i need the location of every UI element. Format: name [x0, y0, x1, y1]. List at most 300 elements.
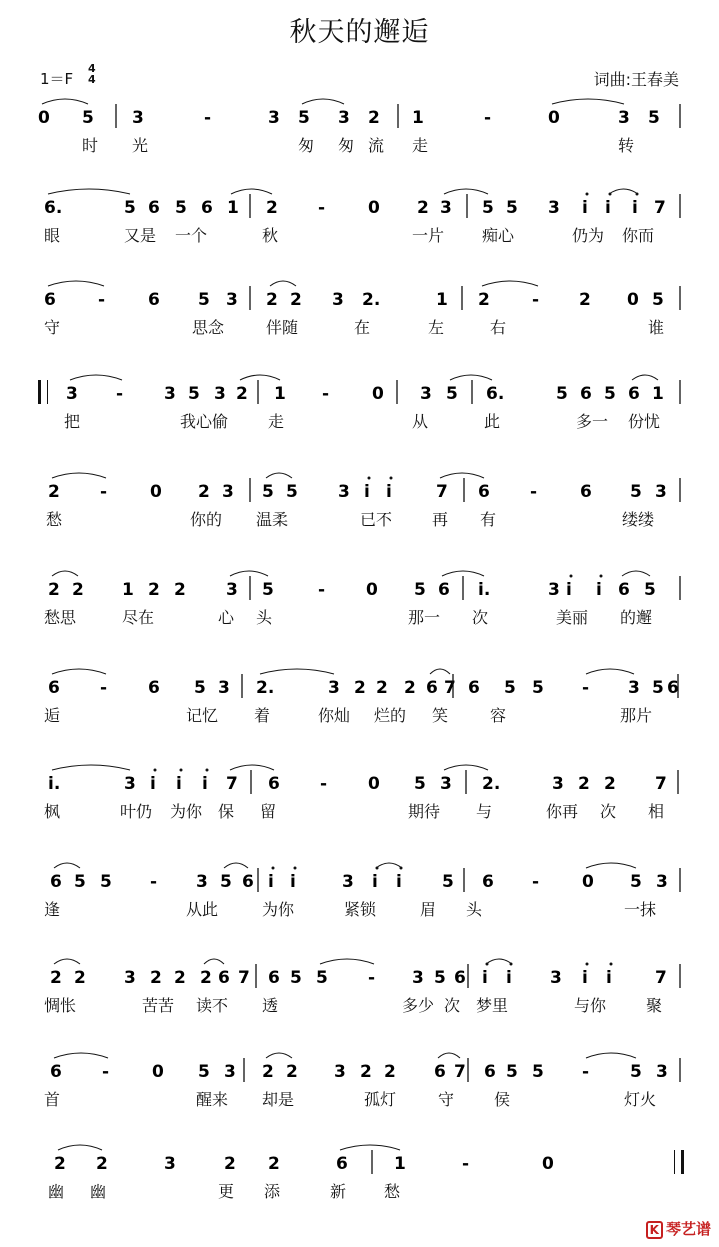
note: 7	[238, 968, 250, 988]
lyric-word: 从此	[186, 900, 219, 919]
score-row	[0, 570, 719, 660]
lyric-word: 你再	[546, 802, 579, 821]
note: 2	[266, 198, 278, 218]
tie-arc	[240, 375, 280, 380]
note: 6	[218, 968, 230, 988]
score-row	[0, 98, 719, 188]
note: 0	[368, 774, 380, 794]
note: -	[368, 968, 376, 988]
lyric-word: 读不	[196, 996, 229, 1015]
note: -	[462, 1154, 470, 1174]
note: 3	[196, 872, 208, 892]
lyric-word: 愁	[384, 1182, 401, 1201]
note: 6	[48, 678, 60, 698]
note: 5	[532, 1062, 544, 1082]
tie-arc	[438, 1053, 460, 1058]
lyric-word: 那片	[620, 706, 653, 725]
note: 3	[164, 1154, 176, 1174]
score-row	[0, 472, 719, 562]
note: 5	[298, 108, 310, 128]
lyric-word: 眼	[44, 226, 61, 245]
note: 3	[66, 384, 78, 404]
tie-arc	[266, 473, 292, 478]
tie-arc	[260, 669, 334, 674]
lyric-word: 为你	[170, 802, 203, 821]
note: 2	[368, 108, 380, 128]
note: 6	[148, 198, 160, 218]
note: 5	[220, 872, 232, 892]
note: 3	[440, 198, 452, 218]
note: 0	[542, 1154, 554, 1174]
lyric-word: 一个	[175, 226, 208, 245]
note: 3	[124, 968, 136, 988]
tie-arc	[442, 571, 484, 576]
lyric-word: 愁	[46, 510, 63, 529]
octave-dot	[294, 867, 297, 870]
note: i	[605, 198, 611, 218]
lyric-word: 匆	[338, 136, 355, 155]
lyric-word: 透	[262, 996, 279, 1015]
note: 5	[262, 482, 274, 502]
note: 2	[50, 968, 62, 988]
note: 3	[226, 580, 238, 600]
note: 2	[174, 968, 186, 988]
note: i	[582, 968, 588, 988]
note: -	[150, 872, 158, 892]
note: 6	[454, 968, 466, 988]
note: 3	[226, 290, 238, 310]
lyric-word: 着	[254, 706, 271, 725]
lyric-word: 与你	[574, 996, 607, 1015]
note: i	[596, 580, 602, 600]
note: i	[150, 774, 156, 794]
note: 5	[506, 1062, 518, 1082]
lyrics-line	[0, 1179, 719, 1205]
note: 6	[438, 580, 450, 600]
note: -	[98, 290, 106, 310]
lyrics-line	[0, 1087, 719, 1113]
note: i	[566, 580, 572, 600]
note: 5	[188, 384, 200, 404]
note: 1	[274, 384, 286, 404]
lyric-word: 逢	[44, 900, 61, 919]
lyric-word: 痴心	[482, 226, 515, 245]
score-row	[0, 280, 719, 370]
watermark-text: 琴艺谱	[665, 1220, 711, 1238]
lyric-word: 幽	[48, 1182, 65, 1201]
note: 5	[532, 678, 544, 698]
note: 5	[442, 872, 454, 892]
note: 6	[201, 198, 213, 218]
lyric-word: 孤灯	[364, 1090, 397, 1109]
note: 3	[655, 482, 667, 502]
note: 1	[394, 1154, 406, 1174]
note: 1	[652, 384, 664, 404]
octave-dot	[180, 769, 183, 772]
note: 5	[648, 108, 660, 128]
note: 5	[100, 872, 112, 892]
note: 7	[436, 482, 448, 502]
lyric-word: 心	[218, 608, 235, 627]
note: 2	[404, 678, 416, 698]
note: 3	[420, 384, 432, 404]
note: -	[484, 108, 492, 128]
octave-dot	[600, 575, 603, 578]
note: 5	[316, 968, 328, 988]
note: 6	[50, 1062, 62, 1082]
note: i	[506, 968, 512, 988]
note: 5	[652, 678, 664, 698]
note: 2	[579, 290, 591, 310]
tie-arc	[52, 669, 106, 674]
note: 2	[48, 482, 60, 502]
note: 0	[548, 108, 560, 128]
note: 2	[224, 1154, 236, 1174]
lyric-word: 走	[412, 136, 429, 155]
tie-arc	[58, 1145, 102, 1150]
note: 5	[74, 872, 86, 892]
lyric-word: 烂的	[374, 706, 407, 725]
tie-arc	[224, 863, 248, 868]
tie-arc	[440, 473, 484, 478]
tie-arc	[340, 1145, 400, 1150]
note: 3	[332, 290, 344, 310]
lyric-word: 缕缕	[622, 510, 655, 529]
note: -	[322, 384, 330, 404]
lyric-word: 美丽	[556, 608, 589, 627]
lyric-word: 有	[480, 510, 497, 529]
octave-dot	[154, 769, 157, 772]
lyric-word: 那一	[408, 608, 441, 627]
lyric-word: 再	[432, 510, 449, 529]
note: 5	[414, 580, 426, 600]
lyric-word: 又是	[124, 226, 157, 245]
note: 2	[604, 774, 616, 794]
note: 0	[372, 384, 384, 404]
note: 2	[290, 290, 302, 310]
lyric-word: 思念	[192, 318, 225, 337]
note: 0	[152, 1062, 164, 1082]
note: 5	[434, 968, 446, 988]
note: 3	[628, 678, 640, 698]
note: -	[100, 678, 108, 698]
lyric-word: 流	[368, 136, 385, 155]
note: -	[320, 774, 328, 794]
note: 6	[242, 872, 254, 892]
lyric-word: 温柔	[256, 510, 289, 529]
note: 7	[454, 1062, 466, 1082]
note: 5	[82, 108, 94, 128]
note: 5	[175, 198, 187, 218]
lyric-word: 一片	[412, 226, 445, 245]
score-row	[0, 764, 719, 854]
note: 5	[556, 384, 568, 404]
note: i.	[48, 774, 61, 794]
octave-dot	[272, 867, 275, 870]
lyric-word: 多少	[402, 996, 435, 1015]
lyrics-line	[0, 993, 719, 1019]
lyric-word: 头	[466, 900, 483, 919]
note: 5	[124, 198, 136, 218]
note: -	[582, 1062, 590, 1082]
note: 1	[412, 108, 424, 128]
note: 6	[482, 872, 494, 892]
note: 6	[580, 482, 592, 502]
note: -	[318, 580, 326, 600]
lyrics-line	[0, 897, 719, 923]
note: 3	[342, 872, 354, 892]
lyric-word: 多一	[576, 412, 609, 431]
lyric-word: 愁思	[44, 608, 77, 627]
note: 3	[268, 108, 280, 128]
note: 0	[582, 872, 594, 892]
note: 1	[436, 290, 448, 310]
note: -	[530, 482, 538, 502]
tie-arc	[586, 669, 634, 674]
note: 6	[148, 678, 160, 698]
lyric-word: 逅	[44, 706, 61, 725]
octave-dot	[586, 193, 589, 196]
logo-icon: K	[646, 1221, 663, 1239]
octave-dot	[570, 575, 573, 578]
lyric-word: 次	[600, 802, 617, 821]
note: 2	[72, 580, 84, 600]
lyric-word: 幽	[90, 1182, 107, 1201]
lyric-word: 匆	[298, 136, 315, 155]
note: i	[396, 872, 402, 892]
note: 2	[148, 580, 160, 600]
note: 7	[444, 678, 456, 698]
note: 2	[354, 678, 366, 698]
note: 2	[54, 1154, 66, 1174]
lyric-word: 保	[218, 802, 235, 821]
octave-dot	[368, 477, 371, 480]
note: 5	[504, 678, 516, 698]
note: i	[290, 872, 296, 892]
note: 0	[38, 108, 50, 128]
note: 6	[268, 968, 280, 988]
note: 3	[440, 774, 452, 794]
octave-dot	[586, 963, 589, 966]
lyrics-line	[0, 315, 719, 341]
lyric-word: 记忆	[186, 706, 219, 725]
note: 3	[214, 384, 226, 404]
time-signature	[88, 63, 96, 85]
note: 2	[266, 290, 278, 310]
tie-arc	[622, 571, 650, 576]
song-title: 秋天的邂逅	[289, 17, 430, 48]
note: 3	[548, 580, 560, 600]
note: i	[606, 968, 612, 988]
tie-arc	[48, 189, 130, 194]
note: 3	[552, 774, 564, 794]
lyric-word: 谁	[648, 318, 665, 337]
note: 2	[360, 1062, 372, 1082]
lyric-word: 守	[44, 318, 61, 337]
note: -	[532, 290, 540, 310]
note: 3	[328, 678, 340, 698]
note: 3	[224, 1062, 236, 1082]
note: 6	[434, 1062, 446, 1082]
note: 3	[124, 774, 136, 794]
tie-arc	[444, 765, 488, 770]
note: 5	[290, 968, 302, 988]
tie-arc	[320, 959, 374, 964]
note: 2	[48, 580, 60, 600]
lyric-word: 容	[490, 706, 507, 725]
lyrics-line	[0, 133, 719, 159]
note: -	[532, 872, 540, 892]
repeat-end-mark	[674, 1150, 684, 1174]
tie-arc	[552, 99, 624, 104]
note: 3	[334, 1062, 346, 1082]
lyric-word: 枫	[44, 802, 61, 821]
note: 5	[482, 198, 494, 218]
note: i	[386, 482, 392, 502]
tie-arc	[270, 281, 296, 286]
note: 5	[506, 198, 518, 218]
note: 0	[366, 580, 378, 600]
note: 2	[74, 968, 86, 988]
lyric-word: 走	[268, 412, 285, 431]
lyric-word: 的邂	[620, 608, 653, 627]
lyric-word: 梦里	[476, 996, 509, 1015]
lyric-word: 一抹	[624, 900, 657, 919]
lyric-word: 紧锁	[344, 900, 377, 919]
score-row	[0, 862, 719, 952]
octave-dot	[206, 769, 209, 772]
watermark-logo	[646, 1218, 711, 1239]
note: -	[582, 678, 590, 698]
note: 1	[122, 580, 134, 600]
note: 3	[164, 384, 176, 404]
note: 7	[655, 968, 667, 988]
note: 2.	[362, 290, 381, 310]
note: 2	[150, 968, 162, 988]
note: 2	[200, 968, 212, 988]
tie-arc	[54, 959, 80, 964]
tie-arc	[302, 99, 344, 104]
note: 3	[338, 108, 350, 128]
lyric-word: 此	[484, 412, 501, 431]
tie-arc	[586, 863, 636, 868]
note: 3	[132, 108, 144, 128]
note: 6	[468, 678, 480, 698]
lyric-word: 惆怅	[44, 996, 77, 1015]
note: i.	[478, 580, 491, 600]
tie-arc	[231, 189, 272, 194]
tie-arc	[230, 765, 274, 770]
note: 6	[628, 384, 640, 404]
note: 3	[338, 482, 350, 502]
lyric-word: 新	[330, 1182, 347, 1201]
note: 6	[148, 290, 160, 310]
note: 5	[198, 1062, 210, 1082]
tie-arc	[632, 375, 658, 380]
tie-arc	[376, 863, 402, 868]
time-signature-bottom: 4	[88, 73, 96, 86]
note: 2	[286, 1062, 298, 1082]
lyric-word: 眉	[420, 900, 437, 919]
note: -	[318, 198, 326, 218]
note: 5	[286, 482, 298, 502]
score-row	[0, 668, 719, 758]
lyric-word: 却是	[262, 1090, 295, 1109]
note: 5	[652, 290, 664, 310]
lyric-word: 仍为	[572, 226, 605, 245]
note: 2	[417, 198, 429, 218]
note: 5	[630, 1062, 642, 1082]
note: -	[204, 108, 212, 128]
lyrics-line	[0, 507, 719, 533]
note: 2.	[256, 678, 275, 698]
lyric-word: 你的	[190, 510, 223, 529]
lyric-word: 份忧	[628, 412, 661, 431]
lyric-word: 期待	[408, 802, 441, 821]
lyric-word: 更	[218, 1182, 235, 1201]
lyric-word: 聚	[646, 996, 663, 1015]
tie-arc	[52, 765, 130, 770]
note: -	[116, 384, 124, 404]
note: 3	[548, 198, 560, 218]
score-row	[0, 1144, 719, 1234]
note: i	[202, 774, 208, 794]
note: 6.	[44, 198, 63, 218]
note: 5	[414, 774, 426, 794]
tie-arc	[48, 281, 104, 286]
tie-arc	[482, 281, 538, 286]
tie-arc	[54, 1053, 108, 1058]
key-signature: 1＝F	[40, 70, 74, 88]
lyric-word: 首	[44, 1090, 61, 1109]
tie-arc	[266, 1053, 292, 1058]
score-row	[0, 958, 719, 1048]
note: i	[364, 482, 370, 502]
lyric-word: 已不	[360, 510, 393, 529]
repeat-start-mark	[38, 380, 48, 404]
lyric-word: 为你	[262, 900, 295, 919]
note: 0	[368, 198, 380, 218]
note: 3	[618, 108, 630, 128]
note: 5	[630, 482, 642, 502]
tie-arc	[52, 473, 106, 478]
lyric-word: 左	[428, 318, 445, 337]
note: 3	[656, 1062, 668, 1082]
lyric-word: 伴随	[266, 318, 299, 337]
note: i	[176, 774, 182, 794]
lyrics-line	[0, 703, 719, 729]
tie-arc	[54, 863, 80, 868]
note: 6	[426, 678, 438, 698]
tie-arc	[486, 959, 512, 964]
tie-arc	[586, 1053, 636, 1058]
tie-arc	[450, 375, 492, 380]
note: 7	[655, 774, 667, 794]
tie-arc	[430, 669, 450, 674]
tie-arc	[230, 571, 268, 576]
lyrics-line	[0, 799, 719, 825]
note: 2	[384, 1062, 396, 1082]
lyric-word: 在	[354, 318, 371, 337]
tie-arc	[42, 99, 88, 104]
octave-dot	[610, 963, 613, 966]
note: 5	[194, 678, 206, 698]
score-row	[0, 188, 719, 278]
note: 6.	[486, 384, 505, 404]
note: 6	[478, 482, 490, 502]
lyric-word: 叶仍	[120, 802, 153, 821]
note: 6	[618, 580, 630, 600]
